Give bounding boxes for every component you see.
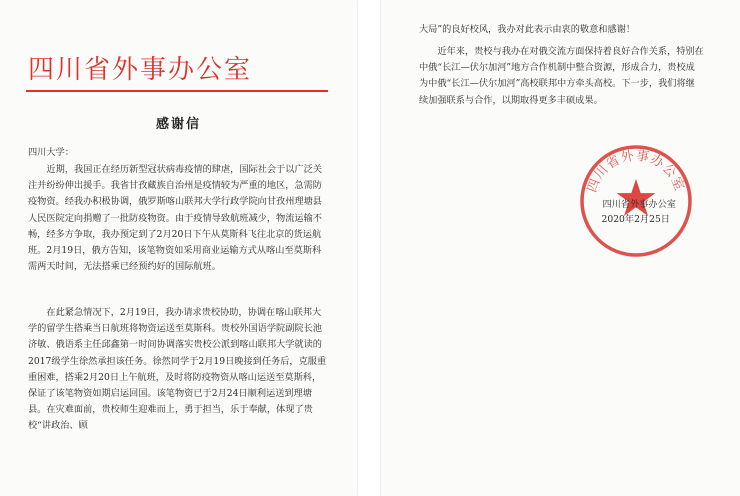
letterhead-rule (26, 90, 328, 92)
letter-page-2 (381, 0, 740, 496)
salutation: 四川大学： (28, 147, 74, 158)
paragraph-2-text: 在此紧急情况下，2月19日，我办请求贵校协助，协调在喀山联邦大学的留学生搭乘当日航班将物资运送至莫斯科。贵校外国语学院副院长池济敏、俄语系主任邱鑫第一时间协调落实贵校公派到喀山联邦大学就读的2017级学生徐然承担该任务。徐然同学于2月19日晚接到任务后，克服重重困难，搭乘2月20日上午航班，及时将防疫物资从喀山运送至莫斯科，保证了该笔物资如期启运回国。该笔物资已于2月24日顺利运送到理塘县。在灾难面前，贵校师生迎难而上，勇于担当，乐于奉献，体现了贵校“讲政治、顾 (28, 307, 327, 432)
paragraph-4 (419, 44, 704, 109)
paragraph-3: 大局”的良好校风，我办对此表示由衷的敬意和感谢！ (419, 24, 636, 35)
seal-arc-textpath: 四川省外事办公室 (584, 148, 687, 195)
signature-date: 2020年2月25日 (601, 214, 670, 225)
paragraph-1-text: 近期，我国正在经历新型冠状病毒疫情的肆虐，国际社会于以广泛关注并纷纷伸出援手。我省甘孜藏族自治州是疫情较为严重的地区，急需防疫物资。经我办积极协调，俄罗斯喀山联邦大学行政学院向甘孜州理塘县人民医院定向捐赠了一批防疫物资。由于疫情导致航班减少，物流运输不畅，经多方争取，我办预定到了2月20日下午从莫斯科飞往北京的货运航班。2月19日，俄方告知，该笔物资如采用商业运输方式从喀山至莫斯科需两天时间，无法搭乘已经预约好的国际航班。 (28, 164, 323, 273)
letter-page-1 (0, 0, 357, 496)
letterhead-title: 四川省外事办公室 (28, 55, 253, 85)
signature-organization: 四川省外事办公室 (602, 199, 676, 210)
paragraph-2 (28, 305, 328, 435)
paragraph-4-text: 近年来，贵校与我办在对俄交流方面保持着良好合作关系，特别在中俄“长江—伏尔加河”地方合作机制中整合资源，形成合力，贵校成为中俄“长江—伏尔加河”高校联邦中方牵头高校。下一步，我们将继续加强联系与合作，以期取得更多丰硕成果。 (419, 46, 704, 106)
letter-title: 感谢信 (155, 117, 201, 132)
paragraph-1 (28, 162, 328, 275)
